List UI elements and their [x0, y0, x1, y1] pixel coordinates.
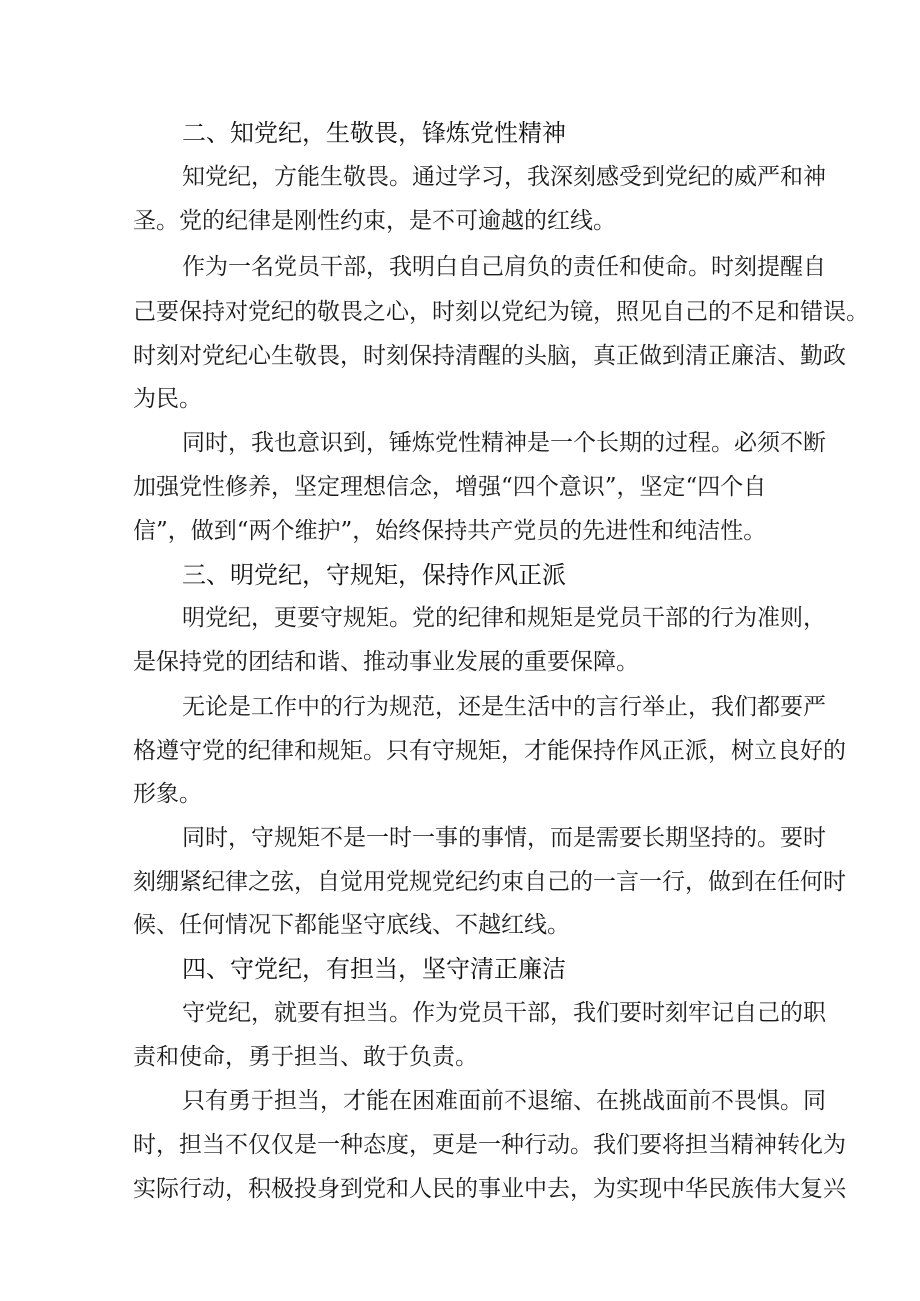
section-heading-3: 三、明党纪，守规矩，保持作风正派 [182, 561, 566, 589]
paragraph-line: 同时，我也意识到，锤炼党性精神是一个长期的过程。必须不断 [182, 430, 826, 456]
paragraph-line: 加强党性修养，坚定理想信念，增强“四个意识”，坚定“四个自 [133, 474, 767, 500]
paragraph-line: 责和使命，勇于担当、敢于负责。 [133, 1044, 478, 1070]
paragraph-line: 圣。党的纪律是刚性约束，是不可逾越的红线。 [133, 208, 616, 234]
paragraph-line: 无论是工作中的行为规范，还是生活中的言行举止，我们都要严 [182, 694, 826, 720]
paragraph-line: 同时，守规矩不是一时一事的事情，而是需要长期坚持的。要时 [182, 825, 826, 851]
paragraph-line: 明党纪，更要守规矩。党的纪律和规矩是党员干部的行为准则， [182, 605, 826, 631]
paragraph-line: 为民。 [133, 386, 202, 412]
paragraph-line: 守党纪，就要有担当。作为党员干部，我们要时刻牢记自己的职 [182, 1000, 826, 1026]
paragraph-line: 己要保持对党纪的敬畏之心，时刻以党纪为镜，照见自己的不足和错误。 [133, 299, 869, 325]
section-heading-4: 四、守党纪，有担当，坚守清正廉洁 [182, 955, 566, 983]
paragraph-line: 只有勇于担当，才能在困难面前不退缩、在挑战面前不畏惧。同 [182, 1088, 826, 1114]
paragraph-line: 形象。 [133, 781, 202, 807]
paragraph-line: 知党纪，方能生敬畏。通过学习，我深刻感受到党纪的威严和神 [182, 164, 826, 190]
paragraph-line: 作为一名党员干部，我明白自己肩负的责任和使命。时刻提醒自 [182, 254, 826, 280]
section-heading-2: 二、知党纪，生敬畏，锋炼党性精神 [182, 119, 566, 147]
paragraph-line: 刻绷紧纪律之弦，自觉用党规党纪约束自己的一言一行，做到在任何时 [133, 869, 846, 895]
paragraph-line: 实际行动，积极投身到党和人民的事业中去，为实现中华民族伟大复兴 [133, 1176, 846, 1202]
paragraph-line: 是保持党的团结和谐、推动事业发展的重要保障。 [133, 649, 639, 675]
paragraph-line: 信”，做到“两个维护”，始终保持共产党员的先进性和纯洁性。 [133, 518, 767, 544]
paragraph-line: 时刻对党纪心生敬畏，时刻保持清醒的头脑，真正做到清正廉洁、勤政 [133, 343, 846, 369]
paragraph-line: 格遵守党的纪律和规矩。只有守规矩，才能保持作风正派，树立良好的 [133, 738, 846, 764]
paragraph-line: 候、任何情况下都能坚守底线、不越红线。 [133, 912, 570, 938]
paragraph-line: 时，担当不仅仅是一种态度，更是一种行动。我们要将担当精神转化为 [133, 1132, 846, 1158]
